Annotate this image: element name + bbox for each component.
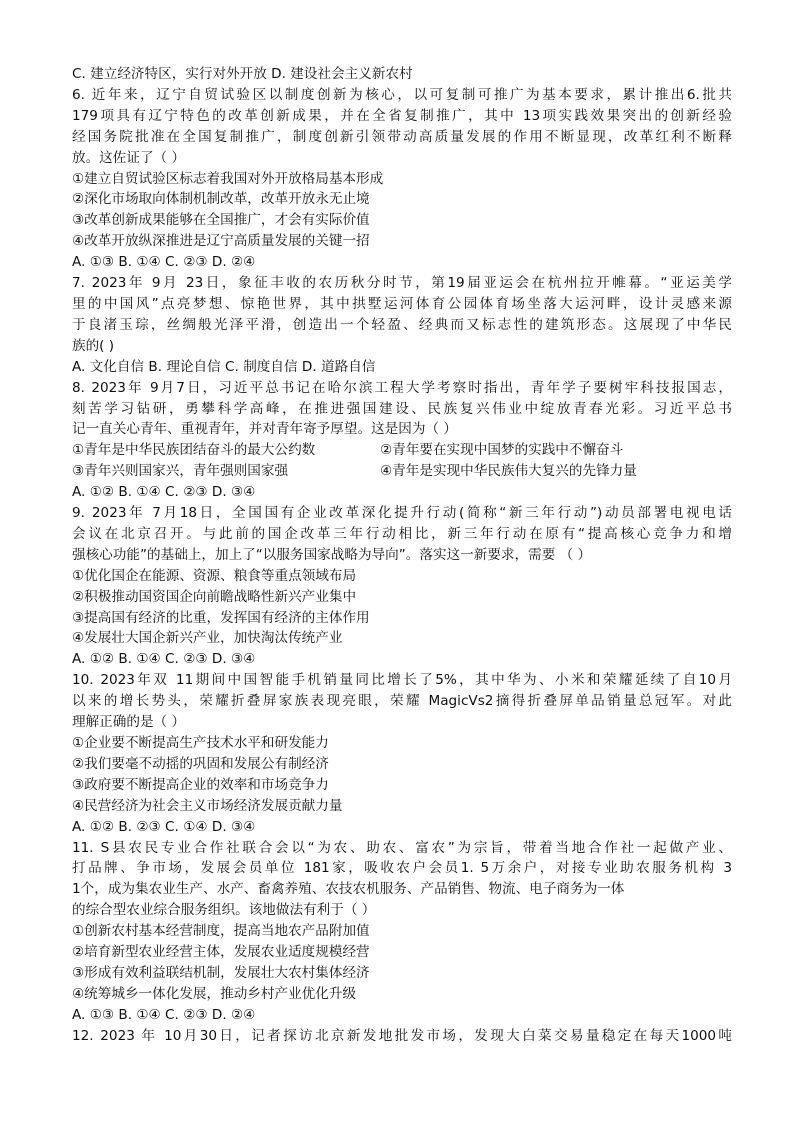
question-7-text: 族的( ) — [72, 337, 115, 354]
question-10-text: 10. 2023年双 11期间中国智能手机销量同比增长了5%，其中华为、小米和荣耀延续了自10月 — [72, 672, 732, 689]
question-10-text: 理解正确的是（ ） — [72, 714, 186, 731]
statement-item: ④发展壮大国企新兴产业，加快淘汰传统产业 — [72, 630, 343, 647]
answer-options: A. ①② B. ②③ C. ①④ D. ③④ — [72, 818, 256, 835]
statement-item: ④民营经济为社会主义市场经济发展贡献力量 — [72, 797, 343, 814]
question-12-text: 12. 2023 年 10月30日，记者探访北京新发地批发市场，发现大白菜交易量稳定在每天1000吨 — [72, 1027, 732, 1044]
statement-item: ②积极推动国资国企向前瞻战略性新兴产业集中 — [72, 588, 357, 605]
question-9-text: 会议在北京召开。与此前的国企改革三年行动相比，新三年行动在原有“提高核心竞争力和增 — [72, 525, 732, 542]
statement-pair — [72, 461, 732, 482]
question-9-text: 9. 2023年 7月18日，全国国有企业改革深化提升行动(简称“新三年行动”)动员部署电视电话 — [72, 505, 732, 522]
question-9-text: 强核心功能”的基础上，加上了“以服务国家战略为导向”。落实这一新要求，需要 （ ） — [72, 546, 592, 563]
statement-item: ②培育新型农业经营主体，发展农业适度规模经营 — [72, 944, 370, 961]
question-7-text: 里的中国风”点亮梦想、惊艳世界，其中拱墅运河体育公园体育场坐落大运河畔，设计灵感来源 — [72, 295, 732, 312]
statement-item: ①建立自贸试验区标志着我国对外开放格局基本形成 — [72, 170, 384, 187]
statement-item: ③形成有效利益联结机制，发展壮大农村集体经济 — [72, 964, 370, 981]
statement-item: ①企业要不断提高生产技术水平和研发能力 — [72, 735, 329, 751]
question-7-text: 7. 2023年 9月 23日，象征丰收的农历秋分时节，第19届亚运会在杭州拉开帷幕。“亚运美学 — [72, 275, 732, 292]
statement-item: ①青年是中华民族团结奋斗的最大公约数 — [72, 442, 316, 459]
statement-item: ②我们要毫不动摇的巩固和发展公有制经济 — [72, 755, 329, 772]
question-8-text: 记一直关心青年、重视青年，并对青年寄予厚望。这是因为（ ） — [72, 421, 457, 438]
question-11-text: 打品牌、争市场，发展会员单位 181家，吸收农户会员1. 5万余户，对接专业助农服务机构 3 — [72, 860, 732, 877]
statement-pair — [72, 440, 732, 461]
statement-item: ①创新农村基本经营制度，提高当地农产品附加值 — [72, 923, 370, 940]
question-11-text: 的综合型农业综合服务组织。该地做法有利于（ ） — [72, 902, 376, 919]
answer-options: A. ①② B. ①④ C. ②③ D. ③④ — [72, 484, 256, 501]
question-11-text: 1个，成为集农业生产、水产、畜禽养殖、农技农机服务、产品销售、物流、电子商务为一体 — [72, 881, 625, 898]
statement-item: ③青年兴则国家兴，青年强则国家强 — [72, 463, 289, 480]
statement-item: ④改革开放纵深推进是辽宁高质量发展的关键一招 — [72, 233, 370, 250]
statement-item: ③提高国有经济的比重，发挥国有经济的主体作用 — [72, 609, 370, 626]
question-10-text: 以来的增长势头，荣耀折叠屏家族表现亮眼，荣耀 MagicVs2摘得折叠屏单品销量总冠军。对此 — [72, 693, 732, 710]
statement-item: ③政府要不断提高企业的效率和市场竞争力 — [72, 776, 329, 793]
answer-options: A. 文化自信 B. 理论自信 C. 制度自信 D. 道路自信 — [72, 358, 376, 375]
question-6-text: 179项具有辽宁特色的改革创新成果，并在全省复制推广，其中 13项实践效果突出的创新经验 — [72, 107, 732, 124]
question-6-text: 放。这佐证了（ ） — [72, 149, 186, 166]
answer-options: A. ①③ B. ①④ C. ②③ D. ②④ — [72, 254, 256, 271]
answer-options: A. ①② B. ①④ C. ②③ D. ③④ — [72, 651, 256, 668]
question-8-text: 刻苦学习钻研，勇攀科学高峰，在推进强国建设、民族复兴伟业中绽放青春光彩。习近平总书 — [72, 400, 732, 417]
statement-item: ③改革创新成果能够在全国推广，才会有实际价值 — [72, 212, 370, 229]
exam-page — [72, 64, 732, 1047]
question-6-text: 6. 近年来，辽宁自贸试验区以制度创新为核心，以可复制可推广为基本要求，累计推出6.批共 — [72, 86, 732, 103]
statement-item: ④青年是实现中华民族伟大复兴的先锋力量 — [380, 463, 637, 480]
question-6-text: 经国务院批准在全国复制推广，制度创新引领带动高质量发展的作用不断显现，改革红利不断释 — [72, 128, 732, 145]
statement-item: ④统筹城乡一体化发展，推动乡村产业优化升级 — [72, 985, 357, 1002]
question-8-text: 8. 2023年 9月7日，习近平总书记在哈尔滨工程大学考察时指出，青年学子要树牢科技报国志， — [72, 379, 732, 396]
answer-options: A. ①③ B. ①④ C. ②③ D. ②④ — [72, 1006, 256, 1023]
option-line: C. 建立经济特区，实行对外开放 D. 建设社会主义新农村 — [72, 66, 413, 82]
statement-item: ②深化市场取向体制机制改革，改革开放永无止境 — [72, 191, 370, 208]
statement-item: ①优化国企在能源、资源、粮食等重点领域布局 — [72, 567, 357, 584]
question-11-text: 11. S县农民专业合作社联合会以“为农、助农、富农”为宗旨，带着当地合作社一起做产业、 — [72, 839, 732, 856]
question-7-text: 于良渚玉琮，丝绸般光泽平滑，创造出一个轻盈、经典而又标志性的建筑形态。这展现了中华民 — [72, 316, 732, 333]
statement-item: ②青年要在实现中国梦的实践中不懈奋斗 — [380, 442, 624, 459]
